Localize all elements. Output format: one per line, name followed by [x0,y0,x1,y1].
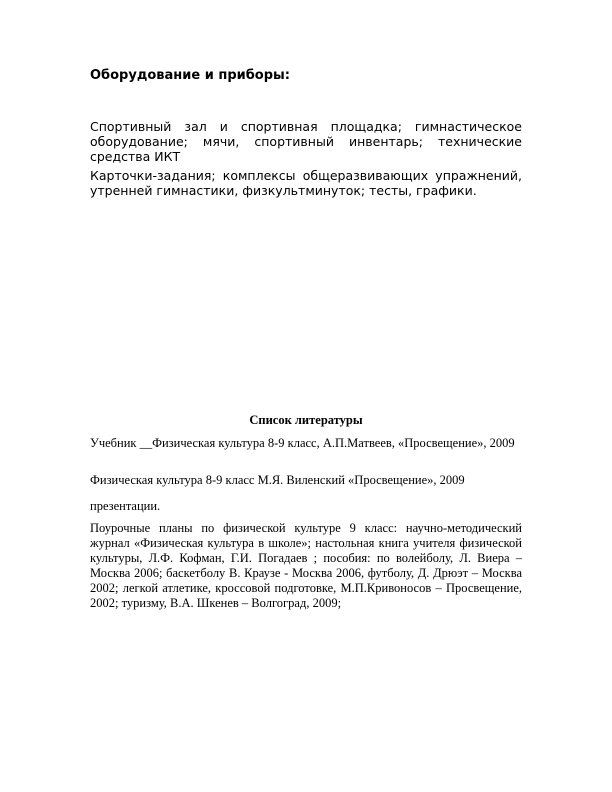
equipment-paragraph-2: Карточки-задания; комплексы общеразвивающих упражнений, утренней гимнастики, физкультминуток; тесты, графики. [90,168,522,198]
literature-item: презентации. [90,499,161,513]
literature-heading: Список литературы [249,413,363,427]
literature-item: Поурочные планы по физической культуре 9 класс: научно-методический журнал «Физическая культура в школе»; настольная книга учителя физической культуры, Л.Ф. Кофман, Г.И. Погадаев ; пособия: по волейболу, Л. Виера – Москва 2006; баскетболу В. Краузе - Москва 2006, футболу, Д. Дрюэт – Москва 2002; легкой атлетике, кроссовой подготовке, М.П.Кривоносов – Просвещение, 2002; туризму, В.А. Шкенев – Волгоград, 2009; [90,521,522,610]
equipment-paragraph-1: Спортивный зал и спортивная площадка; гимнастическое оборудование; мячи, спортивный инвентарь; технические средства ИКТ [90,119,522,164]
literature-item: Физическая культура 8-9 класс М.Я. Виленский «Просвещение», 2009 [90,473,465,487]
literature-item: Учебник __Физическая культура 8-9 класс, А.П.Матвеев, «Просвещение», 2009 [90,436,515,450]
equipment-heading: Оборудование и приборы: [90,68,291,83]
